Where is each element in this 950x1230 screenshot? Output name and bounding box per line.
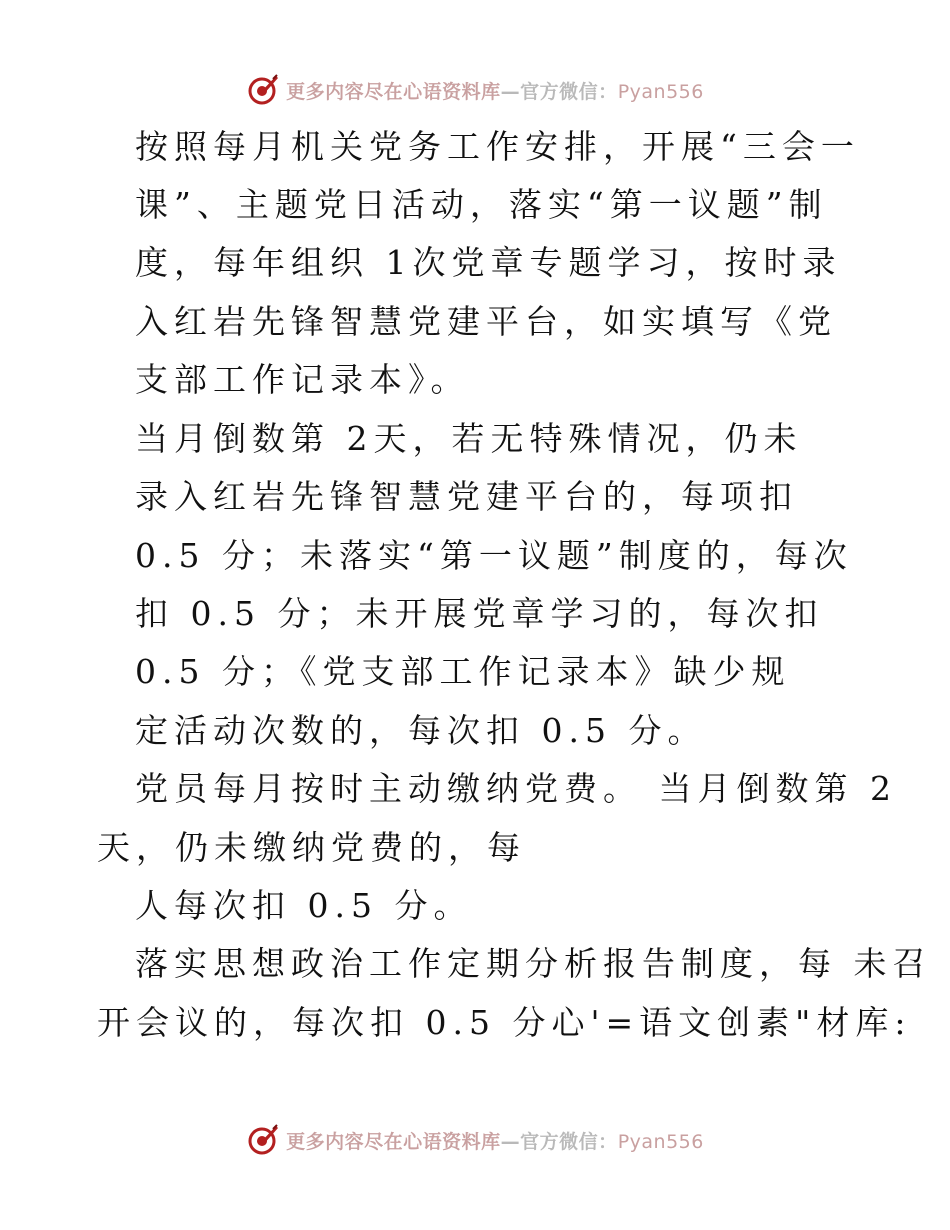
banner-handle: Pyan556 bbox=[617, 1130, 704, 1153]
banner-label: 官方微信： bbox=[520, 1130, 618, 1153]
banner-dash: — bbox=[500, 1130, 521, 1153]
quill-logo-icon bbox=[246, 1123, 280, 1157]
body-line: 按照每月机关党务工作安排，开展“三会一 bbox=[135, 127, 860, 166]
footer-banner-text bbox=[286, 1127, 704, 1154]
body-line: 0.5 分；《党支部工作记录本》缺少规 bbox=[135, 652, 791, 691]
body-line: 当月倒数第 2天，若无特殊情况，仍未 bbox=[135, 419, 803, 458]
body-line: 开会议的，每次扣 0.5 分心'=语文创素"材库: bbox=[97, 1003, 912, 1042]
body-line: 落实思想政治工作定期分析报告制度，每 未召 bbox=[135, 944, 932, 983]
footer-banner bbox=[0, 1120, 950, 1160]
body-line: 天，仍未缴纳党费的，每 bbox=[97, 828, 526, 867]
body-line: 课”、主题党日活动，落实“第一议题”制 bbox=[135, 185, 828, 224]
body-line: 党员每月按时主动缴纳党费。 当月倒数第 2 bbox=[135, 769, 897, 808]
body-line: 度，每年组织 1次党章专题学习，按时录 bbox=[135, 243, 842, 282]
body-line: 入红岩先锋智慧党建平台，如实填写《党 bbox=[135, 302, 837, 341]
body-line: 录入红岩先锋智慧党建平台的，每项扣 bbox=[135, 477, 798, 516]
banner-lead: 更多内容尽在心语资料库 bbox=[286, 80, 501, 103]
header-banner bbox=[0, 70, 950, 110]
banner-lead: 更多内容尽在心语资料库 bbox=[286, 1130, 501, 1153]
banner-handle: Pyan556 bbox=[617, 80, 704, 103]
body-line: 支部工作记录本》。 bbox=[135, 360, 470, 399]
body-line: 扣 0.5 分；未开展党章学习的，每次扣 bbox=[135, 594, 824, 633]
banner-dash: — bbox=[500, 80, 521, 103]
body-line: 定活动次数的，每次扣 0.5 分。 bbox=[135, 711, 707, 750]
body-line: 人每次扣 0.5 分。 bbox=[135, 886, 473, 925]
banner-label: 官方微信： bbox=[520, 80, 618, 103]
header-banner-text bbox=[286, 77, 704, 104]
quill-logo-icon bbox=[246, 73, 280, 107]
body-line: 0.5 分；未落实“第一议题”制度的，每次 bbox=[135, 536, 853, 575]
